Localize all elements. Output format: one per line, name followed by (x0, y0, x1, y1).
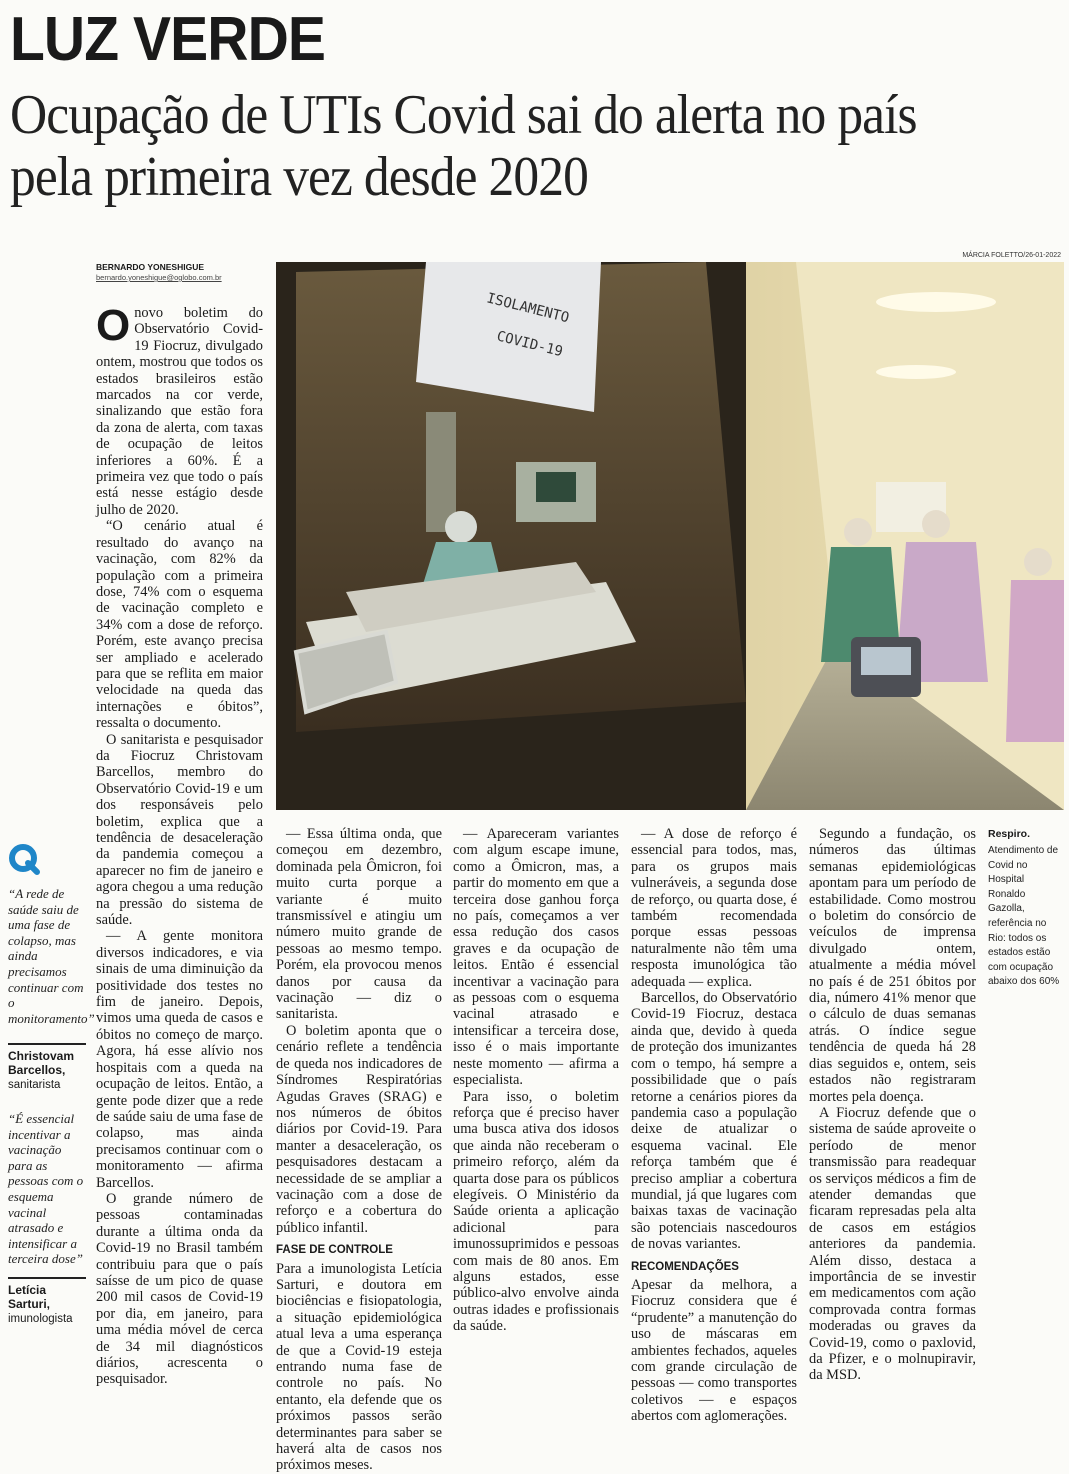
paragraph: Barcellos, do Observatório Covid-19 Fiocruz, destaca ainda que, devido à queda de proteção dos imunizantes com o tempo, há sempre a possibilidade que o país retorne a cenários piores da pandemia caso a população deixe de atualizar o esquema vacinal. Ele reforça também que é preciso ampliar a cobertura mundial, já que lugares com baixas taxas de vacinação são potenciais nascedouros de novas variantes. (631, 990, 797, 1253)
sign-text-2: COVID-19 (495, 328, 565, 361)
section-kicker: LUZ VERDE (10, 5, 325, 74)
paragraph: Apesar da melhora, a Fiocruz considera que é “prudente” a manutenção do uso de máscaras em ambientes fechados, aqueles com grande circulação de pessoas — como transportes coletivos — e espaços abertos com aglomerações. (631, 1276, 797, 1425)
article-column-3 (453, 826, 619, 1335)
quote-1-role: sanitarista (8, 1079, 61, 1091)
subhead-recomendacoes: RECOMENDAÇÕES (631, 1260, 739, 1273)
caption-title: Respiro. (988, 828, 1031, 840)
photo-caption: Atendimento de Covid no Hospital Ronaldo Gazolla, referência no Rio: todos os estados estão com ocupação abaixo dos 60% (988, 845, 1060, 988)
pull-quote-2: “É essencial incentivar a vacinação para as pessoas com o esquema vacinal atrasado e intensificar a terceira dose” (8, 1111, 84, 1267)
paragraph: O sanitarista e pesquisador da Fiocruz Christovam Barcellos, membro do Observatório Covid-19 e um dos responsáveis pelo boletim, explica que a tendência de desaceleração da pandemia começou a aparecer no fim de janeiro e agora chegou a uma redução na pressão do sistema de saúde. (96, 731, 263, 929)
paragraph: Para a imunologista Letícia Sarturi, e doutora em biociências e fisiopatologia, a situação epidemiológica atual leva a uma esperança de que a Covid-19 esteja entrando numa fase de controle no país. No entanto, ela defende que os próximos passos serão determinantes para saber se haverá alta de casos nos próximos meses. (276, 1260, 442, 1474)
paragraph: Para isso, o boletim reforça que é preciso haver uma busca ativa dos idosos que ainda não receberam o primeiro reforço, além da quarta dose para os públicos elegíveis. O Ministério da Saúde orienta a aplicação adicional para imunossuprimidos e pessoas com mais de 80 anos. Em alguns estados, esse público-alvo envolve ainda outras idades e profissionais da saúde. (453, 1088, 619, 1335)
paragraph: O grande número de pessoas contaminadas durante a última onda da Covid-19 no Brasil também contribuiu para que o país saísse de um pico de quase 200 mil casos de Covid-19 por dia, em janeiro, para uma média móvel de cerca de 34 mil diagnósticos diários, acrescenta o pesquisador. (96, 1190, 263, 1388)
article-column-1 (96, 301, 263, 1388)
quote-2-role: imunologista (8, 1313, 73, 1325)
byline-author: BERNARDO YONESHIGUE (96, 262, 204, 272)
quote-bubble-icon (8, 843, 40, 875)
paragraph: — Essa última onda, que começou em dezembro, dominada pela Ômicron, foi muito curta porque a variante é muito transmissível e atingiu um número muito grande de pessoas ao mesmo tempo. Porém, ela provocou menos danos por causa da vacinação — diz o sanitarista. (276, 826, 442, 1023)
paragraph: O boletim aponta que o cenário reflete a tendência de queda nos indicadores de Síndromes Respiratórias Agudas Graves (SRAG) e nos números de óbitos diários por Covid-19. Para manter a desaceleração, os pesquisadores destacam a necessidade de se ampliar a vacinação com a dose de reforço e a cobertura do público infantil. (276, 1022, 442, 1236)
quote-divider (8, 1277, 86, 1279)
article-column-5 (809, 826, 976, 1384)
paragraph: — A dose de reforço é essencial para todos, mas, para os grupos mais vulneráveis, a segunda dose de reforço, ou quarta dose, é também recomendada porque essas pessoas naturalmente não têm uma resposta imunológica tão adequada — explica. (631, 826, 797, 990)
sign-text-1: ISOLAMENTO (485, 290, 571, 327)
subhead-fase-de-controle: FASE DE CONTROLE (276, 1244, 393, 1257)
quote-divider (8, 1043, 86, 1045)
paragraph (96, 301, 263, 518)
article-column-4 (631, 826, 797, 1425)
headline: Ocupação de UTIs Covid sai do alerta no país pela primeira vez desde 2020 (10, 84, 917, 208)
paragraph: A Fiocruz defende que o sistema de saúde aproveite o período de menor transmissão para readequar os serviços médicos a fim de atender demandas que ficaram represadas pela alta de casos em estágios anteriores da pandemia. Além disso, destaca a importância de se investir em medicamentos com ação comprovada contra formas moderadas ou graves da Covid-19, como o paxlovid, da Pfizer, e o molnupiravir, da MSD. (809, 1104, 976, 1384)
drop-cap: O (96, 301, 131, 350)
paragraph-text: novo boletim do Observatório Covid-19 Fiocruz, divulgado ontem, mostrou que todos os estados brasileiros estão marcados na cor verde, sinalizando que estão fora da zona de alerta, com taxas de ocupação de leitos inferiores a 60%. É a primeira vez que todo o país está nesse estágio desde julho de 2020. (96, 305, 263, 518)
paragraph: “O cenário atual é resultado do avanço na vacinação, com 82% da população com a primeira dose, 74% com o esquema de vacinação completo e 34% com a dose de reforço. Porém, este avanço precisa ser ampliado e acelerado para que se reflita em maior velocidade na queda das internações e óbitos”, ressalta o documento. (96, 518, 263, 732)
paragraph: Segundo a fundação, os números das últimas semanas epidemiológicas apontam para um período de estabilidade. Como mostrou o boletim do consórcio de veículos de imprensa divulgado ontem, atualmente a média móvel no país é de 251 óbitos por dia, número 41% menor que o cálculo de duas semanas atrás. O índice segue tendência de queda há 28 dias seguidos e, ontem, seis estados não registraram mortes pela doença. (809, 826, 976, 1105)
quote-1-author: Christovam Barcellos, (8, 1049, 75, 1077)
paragraph: — A gente monitora diversos indicadores, e via sinais de uma diminuição da positividade dos testes no fim de janeiro. Depois, vimos uma queda de casos e óbitos no começo de março. Agora, há esse alívio nos hospitais com a queda na ocupação de leitos. Então, a gente pode dizer que a rede de saúde saiu de uma fase de colapso, mas ainda precisamos continuar com o monitoramento — afirma Barcellos. (96, 928, 263, 1191)
pull-quote-1: “A rede de saúde saiu de uma fase de colapso, mas ainda precisamos continuar com o monitoramento” (8, 886, 95, 1026)
hospital-photo (276, 262, 1064, 810)
article-column-2 (276, 826, 442, 1474)
photo-credit: MÁRCIA FOLETTO/26-01-2022 (962, 252, 1061, 259)
byline-email[interactable]: bernardo.yoneshigue@oglobo.com.br (96, 273, 222, 282)
quote-2-author: Letícia Sarturi, (8, 1283, 51, 1311)
photo-illustration (276, 262, 1064, 810)
paragraph: — Apareceram variantes com algum escape imune, como a Ômicron, mas, a partir do momento em que a terceira dose ganhou força no país, começamos a ver essa redução dos casos graves e da ocupação de leitos. Então é essencial incentivar a vacinação para as pessoas com o esquema vacinal atrasado e intensificar a terceira dose, isso é o mais importante neste momento — afirma a especialista. (453, 826, 619, 1089)
